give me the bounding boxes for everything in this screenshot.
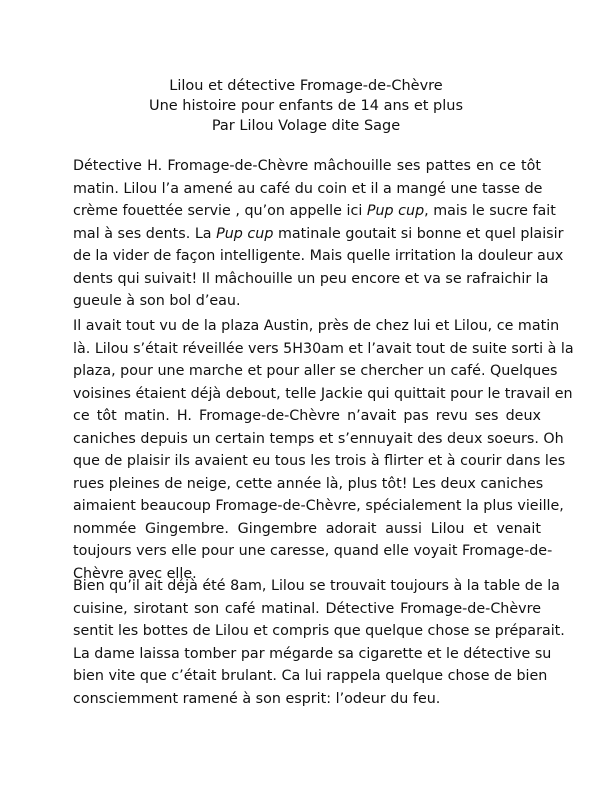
paragraph-2 bbox=[73, 315, 574, 585]
paragraph-line: Il avait tout vu de la plaza Austin, près de chez lui et Lilou, ce matin bbox=[73, 318, 560, 334]
paragraph-3 bbox=[73, 575, 565, 710]
paragraph-line: là. Lilou s’était réveillée vers 5H30am et l’avait tout de suite sorti à la bbox=[73, 340, 574, 357]
document-subtitle: Une histoire pour enfants de 14 ans et plus bbox=[148, 98, 464, 114]
paragraph-line: dents qui suivait! Il mâchouille un peu encore et va se rafraichir la bbox=[73, 270, 549, 287]
paragraph-line: Détective H. Fromage-de-Chèvre mâchouille ses pattes en ce tôt bbox=[73, 158, 541, 174]
paragraph-line: ce tôt matin. H. Fromage-de-Chèvre n’avait pas revu ses deux bbox=[73, 408, 541, 424]
paragraph-line: matin. Lilou l’a amené au café du coin et il a mangé une tasse de bbox=[73, 180, 543, 197]
paragraph-line: nommée Gingembre. Gingembre adorait aussi Lilou et venait bbox=[73, 520, 541, 537]
paragraph-line: caniches depuis un certain temps et s’ennuyait des deux soeurs. Oh bbox=[73, 430, 564, 447]
paragraph-text-segment: matinale goutait si bonne et quel plaisir bbox=[273, 225, 564, 242]
paragraph-line: toujours vers elle pour une caresse, quand elle voyait Fromage-de- bbox=[73, 543, 553, 559]
paragraph-line: Chèvre avec elle. bbox=[73, 565, 197, 582]
paragraph-line: Bien qu’il ait déjà été 8am, Lilou se trouvait toujours à la table de la bbox=[73, 578, 560, 594]
paragraph-line: de la vider de façon intelligente. Mais quelle irritation la douleur aux bbox=[73, 248, 564, 264]
italic-term: Pup cup bbox=[216, 225, 274, 242]
paragraph-line: gueule à son bol d’eau. bbox=[73, 293, 241, 309]
paragraph-text-segment: mal à ses dents. La bbox=[73, 225, 217, 242]
paragraph-line: La dame laissa tomber par mégarde sa cigarette et le détective su bbox=[73, 645, 552, 662]
paragraph-line: rues pleines de neige, cette année là, plus tôt! Les deux caniches bbox=[73, 475, 544, 492]
paragraph-line: consciemment ramené à son esprit: l’odeur du feu. bbox=[73, 690, 441, 707]
paragraph-line: cuisine, sirotant son café matinal. Détective Fromage-de-Chèvre bbox=[73, 600, 541, 617]
paragraph-line: que de plaisir ils avaient eu tous les trois à flirter et à courir dans les bbox=[73, 453, 566, 469]
paragraph-line: plaza, pour une marche et pour aller se chercher un café. Quelques bbox=[73, 363, 558, 379]
italic-term: Pup cup bbox=[366, 203, 425, 219]
paragraph-1 bbox=[73, 155, 564, 313]
paragraph-line: aimaient beaucoup Fromage-de-Chèvre, spécialement la plus vieille, bbox=[73, 498, 564, 514]
paragraph-line: voisines étaient déjà debout, telle Jackie qui quittait pour le travail en bbox=[73, 385, 573, 402]
paragraph-line: sentit les bottes de Lilou et compris que quelque chose se préparait. bbox=[73, 623, 565, 639]
paragraph-text-segment: crème fouettée servie , qu’on appelle ici bbox=[73, 203, 367, 219]
paragraph-line bbox=[73, 200, 556, 223]
paragraph-line: bien vite que c’était brulant. Ca lui rappela quelque chose de bien bbox=[73, 668, 548, 684]
paragraph-line bbox=[73, 223, 564, 246]
document-header bbox=[0, 76, 612, 136]
document-title: Lilou et détective Fromage-de-Chèvre bbox=[169, 78, 443, 94]
document-author: Par Lilou Volage dite Sage bbox=[211, 118, 401, 134]
paragraph-text-segment: , mais le sucre fait bbox=[424, 203, 556, 219]
